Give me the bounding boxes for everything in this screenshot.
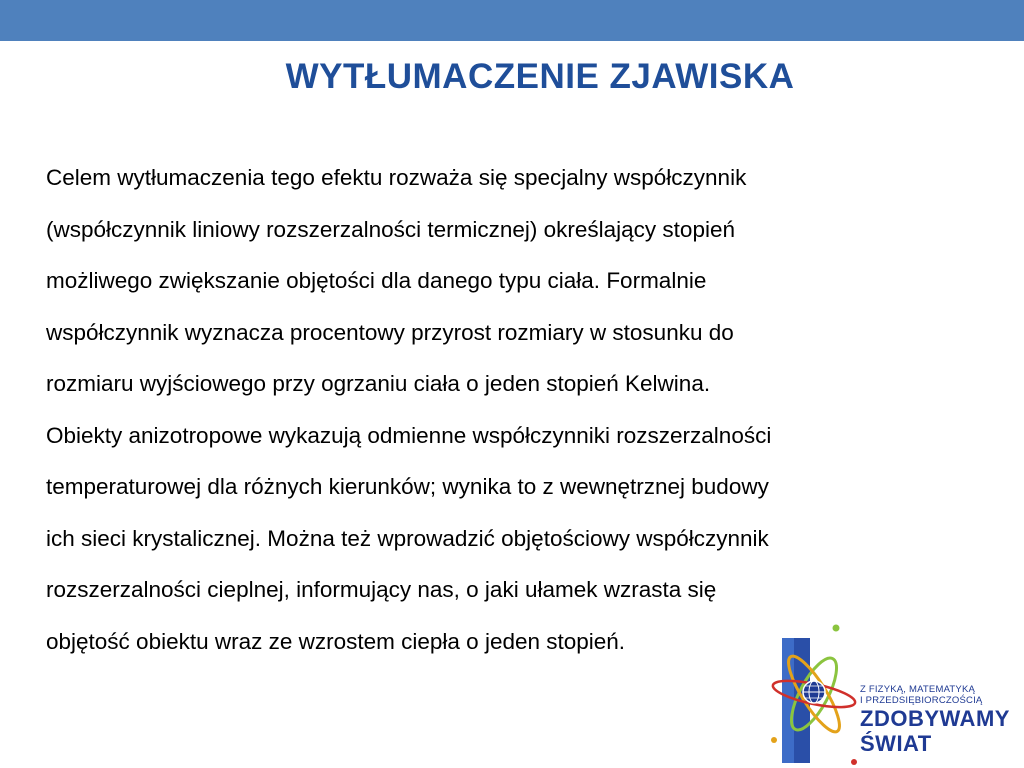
body-line: temperaturowej dla różnych kierunków; wynika to z wewnętrznej budowy [46,474,769,499]
body-line: rozszerzalności cieplnej, informujący nas, o jaki ułamek wzrasta się [46,577,717,602]
top-accent-bar [0,0,1024,41]
slide-title: WYTŁUMACZENIE ZJAWISKA [285,57,795,96]
logo-subtitle-line: Z FIZYKĄ, MATEMATYKĄ [860,684,976,695]
body-line: Obiekty anizotropowe wykazują odmienne współczynniki rozszerzalności [46,422,772,448]
body-line: rozmiaru wyjściowego przy ogrzaniu ciała o jeden stopień Kelwina. [46,371,711,396]
logo-title-line: ZDOBYWAMY [860,706,1010,731]
body-line: (współczynnik liniowy rozszerzalności termicznej) określający stopień [46,216,735,242]
slide-body-text [46,152,996,667]
body-line: objętość obiektu wraz ze wzrostem ciepła o jeden stopień. [46,628,626,654]
body-line: możliwego zwiększanie objętości dla danego typu ciała. Formalnie [46,268,707,293]
logo-title-line: ŚWIAT [860,731,932,756]
logo-subtitle-line: I PRZEDSIĘBIORCZOŚCIĄ [860,695,983,706]
body-line: ich sieci krystalicznej. Można też wprowadzić objętościowy współczynnik [46,525,769,551]
body-line: Celem wytłumaczenia tego efektu rozważa się specjalny współczynnik [46,165,747,190]
project-logo [768,620,1024,768]
logo-text [860,684,1010,756]
body-line: współczynnik wyznacza procentowy przyrost rozmiary w stosunku do [46,319,734,345]
